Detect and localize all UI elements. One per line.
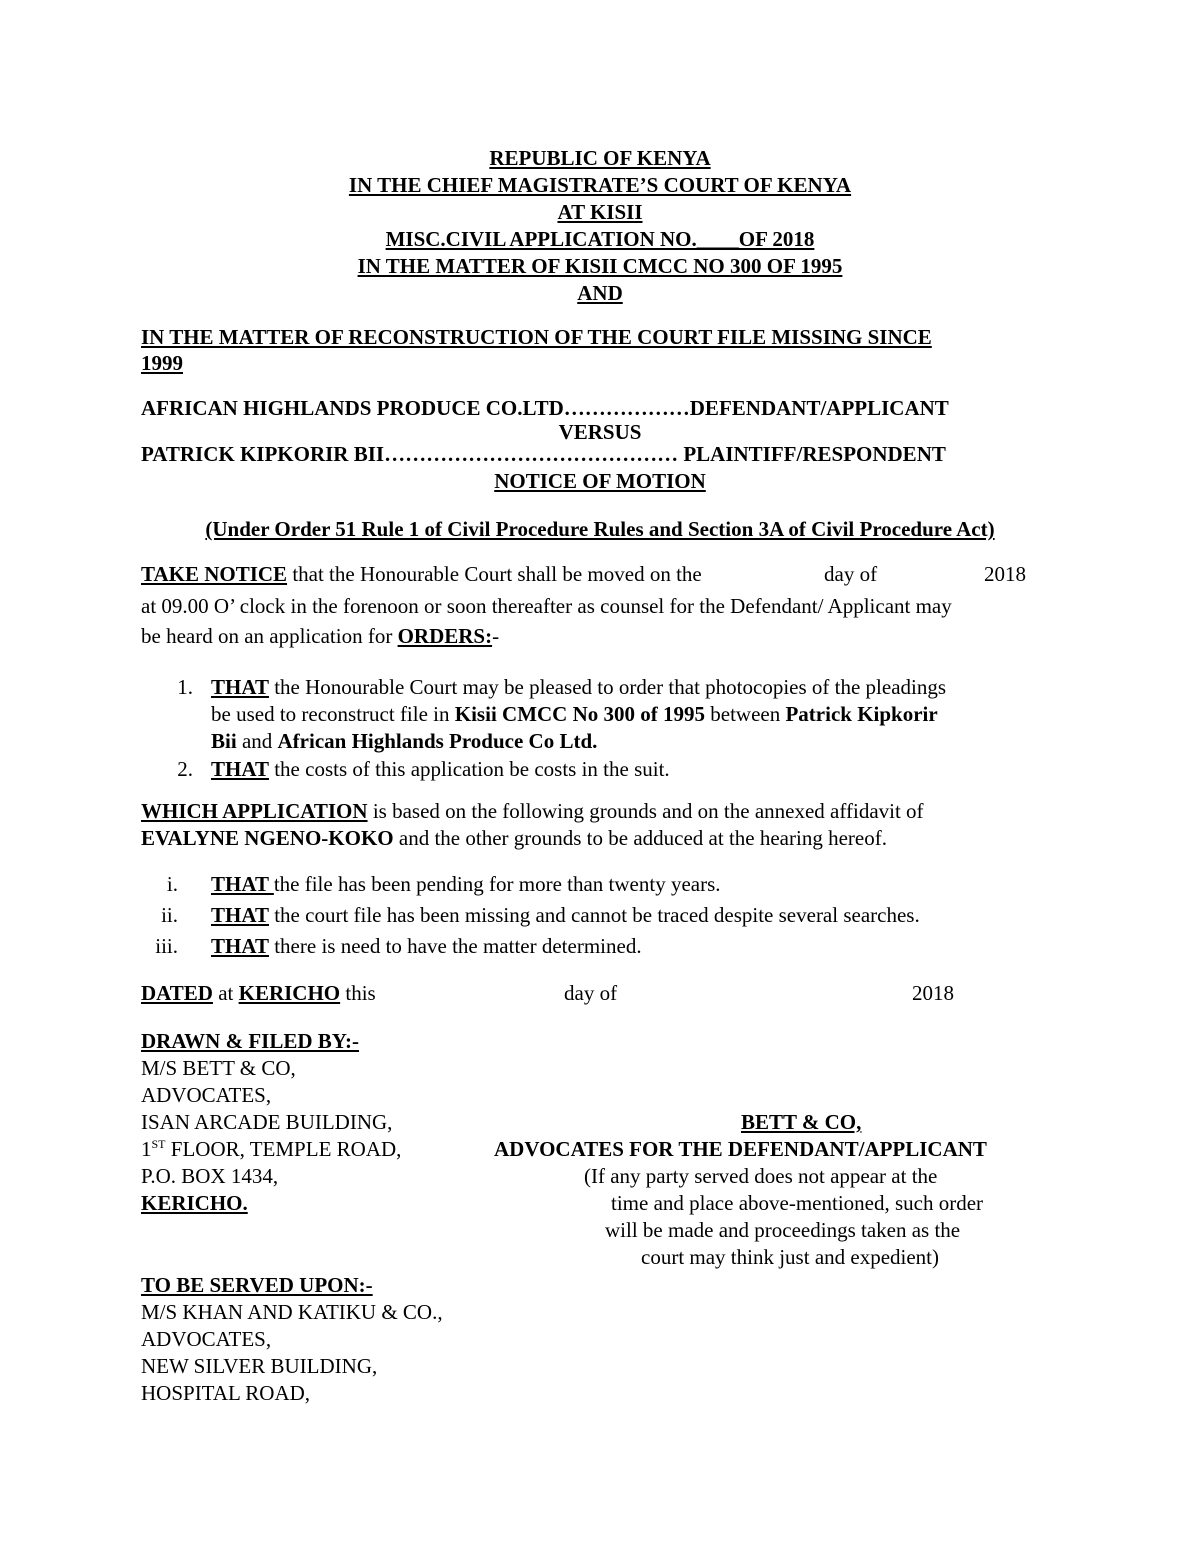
and-heading: AND (577, 281, 623, 305)
warning-line2: time and place above-mentioned, such order (611, 1191, 984, 1215)
dated-this: this (340, 981, 376, 1005)
versus-label: VERSUS (558, 420, 642, 444)
defendant-party: AFRICAN HIGHLANDS PRODUCE CO.LTD………………DEFENDANT/APPLICANT (141, 396, 949, 420)
served-firm: M/S KHAN AND KATIKU & CO., (141, 1300, 443, 1324)
order-2-line (211, 756, 670, 783)
dated-label: DATED (141, 981, 213, 1005)
order-1-that: THAT (211, 675, 269, 699)
drawn-floor-sup: ST (151, 1137, 166, 1151)
order-1-number: 1. (177, 675, 193, 699)
plaintiff-party: PATRICK KIPKORIR BII…………………………………… PLAINTIFF/RESPONDENT (141, 442, 946, 466)
ground-3-that: THAT (211, 934, 269, 958)
drawn-advocates: ADVOCATES, (141, 1083, 272, 1107)
order-2-number: 2. (177, 757, 193, 781)
reconstruction-heading-line2: 1999 (141, 351, 183, 375)
signature-firm: BETT & CO, (741, 1110, 862, 1134)
republic-heading: REPUBLIC OF KENYA (489, 146, 711, 170)
dated-line (141, 980, 376, 1007)
warning-line4: court may think just and expedient) (641, 1245, 940, 1269)
dated-at: at (212, 981, 239, 1005)
drawn-floor-num: 1 (141, 1137, 152, 1161)
which-application-label: WHICH APPLICATION (141, 799, 368, 823)
drawn-building: ISAN ARCADE BUILDING, (141, 1110, 393, 1134)
take-notice-line3 (141, 623, 499, 650)
ground-2-line (211, 902, 920, 929)
order-1-party1: Patrick Kipkorir (785, 702, 938, 726)
take-notice-label: TAKE NOTICE (141, 562, 288, 586)
location-heading: AT KISII (557, 200, 643, 224)
take-notice-day-of: day of (824, 562, 878, 586)
dated-year: 2018 (912, 981, 954, 1005)
order-2-that: THAT (211, 757, 269, 781)
ground-3-text: there is need to have the matter determined. (268, 934, 642, 958)
served-building: NEW SILVER BUILDING, (141, 1354, 378, 1378)
served-advocates: ADVOCATES, (141, 1327, 272, 1351)
ground-1-line (211, 871, 721, 898)
order-1-text1: the Honourable Court may be pleased to order that photocopies of the pleadings (268, 675, 947, 699)
served-heading: TO BE SERVED UPON:- (141, 1273, 373, 1297)
ground-2-number: ii. (161, 903, 178, 927)
warning-line3: will be made and proceedings taken as the (605, 1218, 961, 1242)
ground-3-number: iii. (155, 934, 178, 958)
application-heading: MISC.CIVIL APPLICATION NO.____OF 2018 (385, 227, 815, 251)
ground-1-text: the file has been pending for more than twenty years. (273, 872, 721, 896)
take-notice-line2: at 09.00 O’ clock in the forenoon or soon thereafter as counsel for the Defendant/ Applicant may (141, 594, 952, 618)
take-notice-line1 (141, 561, 702, 588)
order-1-line3 (211, 728, 597, 755)
matter-heading: IN THE MATTER OF KISII CMCC NO 300 OF 1995 (357, 254, 843, 278)
drawn-floor-rest: FLOOR, TEMPLE ROAD, (165, 1137, 402, 1161)
ground-2-text: the court file has been missing and cannot be traced despite several searches. (268, 903, 920, 927)
deponent-name: EVALYNE NGENO-KOKO (141, 826, 394, 850)
order-1-and: and (236, 729, 278, 753)
reconstruction-heading-line1: IN THE MATTER OF RECONSTRUCTION OF THE COURT FILE MISSING SINCE (141, 325, 932, 349)
order-2-text: the costs of this application be costs in the suit. (268, 757, 670, 781)
ground-2-that: THAT (211, 903, 269, 927)
order-1-line2 (211, 701, 938, 728)
orders-label: ORDERS: (397, 624, 493, 648)
served-road: HOSPITAL ROAD, (141, 1381, 311, 1405)
grounds-text2: and the other grounds to be adduced at the hearing hereof. (393, 826, 887, 850)
grounds-text1: is based on the following grounds and on the annexed affidavit of (367, 799, 924, 823)
signature-role: ADVOCATES FOR THE DEFENDANT/APPLICANT (494, 1137, 987, 1161)
drawn-town: KERICHO. (141, 1191, 248, 1215)
drawn-pobox: P.O. BOX 1434, (141, 1164, 279, 1188)
document-title: NOTICE OF MOTION (494, 469, 706, 493)
take-notice-line3-text: be heard on an application for (141, 624, 398, 648)
order-1-case: Kisii CMCC No 300 of 1995 (454, 702, 706, 726)
warning-line1: (If any party served does not appear at the (584, 1164, 938, 1188)
orders-dash: - (492, 624, 500, 648)
drawn-firm: M/S BETT & CO, (141, 1056, 296, 1080)
order-1-text2: be used to reconstruct file in (211, 702, 455, 726)
ground-1-that: THAT (211, 872, 274, 896)
ground-3-line (211, 933, 642, 960)
court-heading: IN THE CHIEF MAGISTRATE’S COURT OF KENYA (348, 173, 852, 197)
drawn-filed-heading: DRAWN & FILED BY:- (141, 1029, 359, 1053)
drawn-floor (141, 1136, 401, 1163)
take-notice-text: that the Honourable Court shall be moved on the (287, 562, 702, 586)
dated-place: KERICHO (238, 981, 341, 1005)
dated-day-of: day of (564, 981, 618, 1005)
order-1-between: between (705, 702, 786, 726)
authority-line: (Under Order 51 Rule 1 of Civil Procedure Rules and Section 3A of Civil Procedure Act) (205, 517, 995, 541)
ground-1-number: i. (166, 872, 178, 896)
order-1-party1b: Bii (211, 729, 237, 753)
grounds-line2 (141, 825, 887, 852)
order-1-party2: African Highlands Produce Co Ltd. (277, 729, 598, 753)
take-notice-year: 2018 (984, 562, 1026, 586)
order-1-line1 (211, 674, 946, 701)
grounds-line1 (141, 798, 924, 825)
